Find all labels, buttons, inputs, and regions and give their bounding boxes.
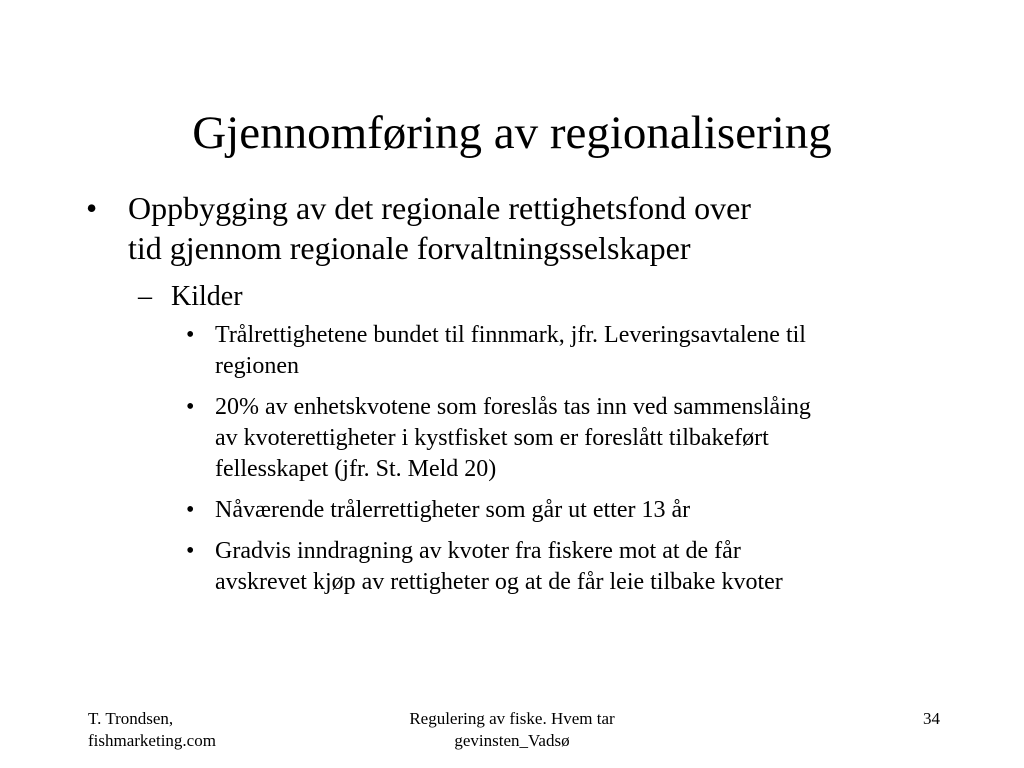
slide-number: 34 — [923, 709, 940, 728]
bullet-level2 — [138, 280, 956, 314]
bullet-level3-line: av kvoterettigheter i kystfisket som er foreslått tilbakeført — [215, 425, 769, 451]
bullet-level1 — [86, 188, 956, 268]
bullet-level3-item — [186, 495, 915, 526]
footer-title-line: gevinsten_Vadsø — [454, 731, 570, 750]
bullet-level1-line: tid gjennom regionale forvaltningsselskaper — [128, 230, 691, 266]
bullet-level3-line: avskrevet kjøp av rettigheter og at de får leie tilbake kvoter — [215, 569, 783, 595]
footer-author-line: T. Trondsen, — [88, 709, 174, 728]
dash-bullet-icon: – — [138, 281, 152, 312]
bullet-level3-line: fellesskapet (jfr. St. Meld 20) — [215, 456, 497, 482]
bullet-level3-line: Nåværende trålerrettigheter som går ut etter 13 år — [215, 497, 691, 523]
footer-title-line: Regulering av fiske. Hvem tar — [409, 709, 615, 728]
slide-title: Gjennomføring av regionalisering — [192, 107, 832, 159]
bullet-dot-icon: • — [186, 538, 195, 564]
bullet-level3-line: regionen — [215, 353, 299, 379]
bullet-dot-icon: • — [186, 322, 195, 348]
bullet-level3-item — [186, 536, 915, 598]
bullet-level3-item — [186, 320, 915, 382]
bullet-level1-line: Oppbygging av det regionale rettighetsfond over — [128, 190, 751, 226]
footer-author-line: fishmarketing.com — [88, 731, 216, 750]
bullet-level3-line: Trålrettighetene bundet til finnmark, jfr. Leveringsavtalene til — [215, 322, 806, 348]
bullet-dot-icon: • — [186, 394, 195, 420]
bullet-level3-list — [86, 320, 956, 598]
bullet-dot-icon: • — [86, 190, 98, 226]
footer-author — [88, 708, 348, 752]
footer-presentation-title — [362, 708, 662, 752]
bullet-dot-icon: • — [186, 497, 195, 523]
bullet-level2-text: Kilder — [171, 281, 243, 312]
slide-body — [86, 188, 956, 608]
bullet-level3-item — [186, 392, 915, 485]
bullet-level3-line: 20% av enhetskvotene som foreslås tas inn ved sammenslåing — [215, 394, 811, 420]
bullet-level3-line: Gradvis inndragning av kvoter fra fiskere mot at de får — [215, 538, 741, 564]
